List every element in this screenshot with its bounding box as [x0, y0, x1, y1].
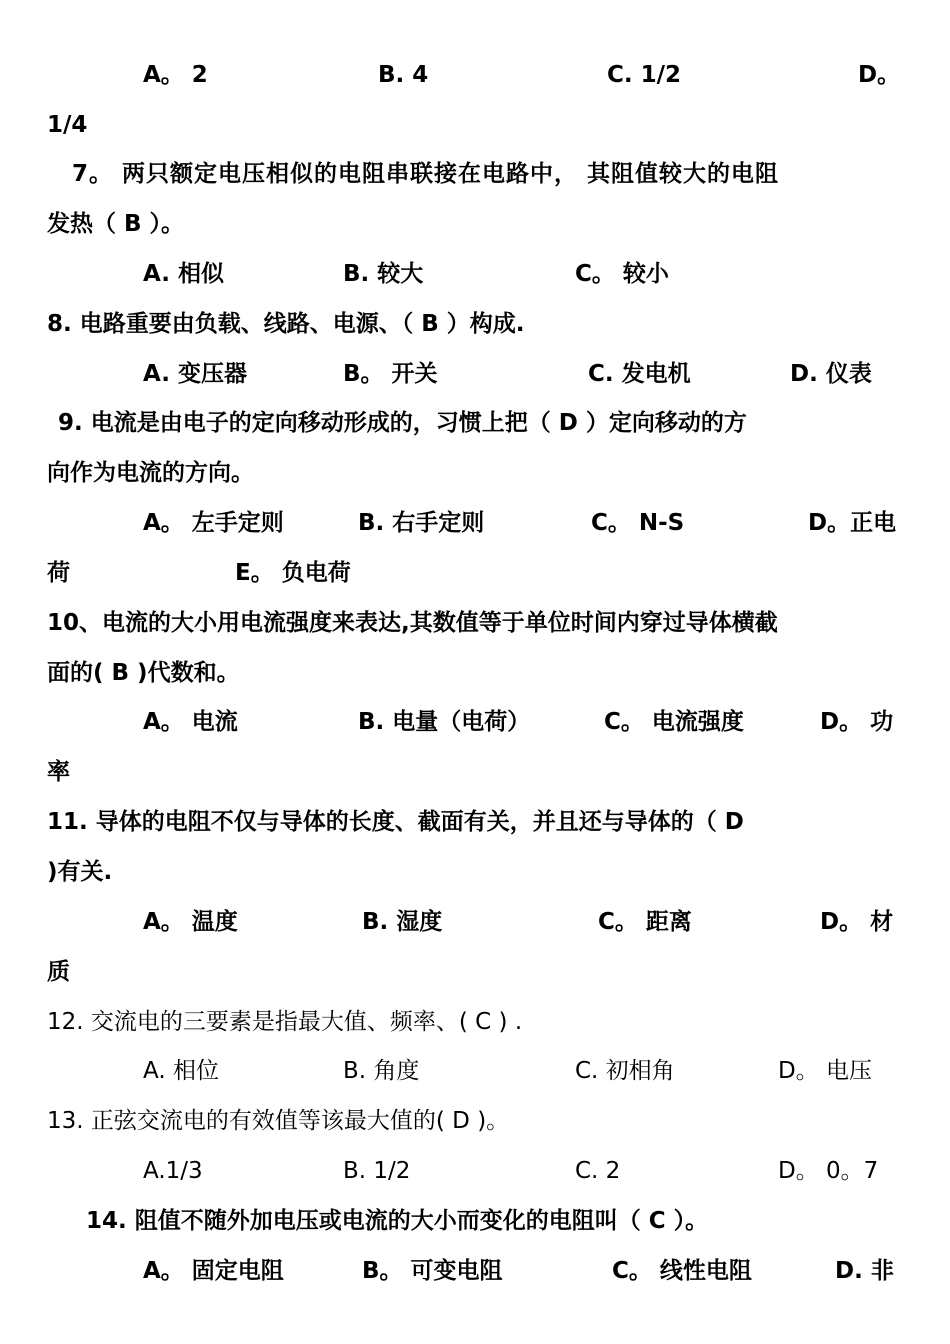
question-11-text-cont: )有关. — [47, 859, 113, 885]
option-a: A. 变压器 — [143, 361, 247, 387]
question-7-text: 7。 两只额定电压相似的电阻串联接在电路中， 其阻值较大的电阻 — [72, 161, 780, 187]
option-c: C。 电流强度 — [604, 709, 744, 735]
question-7-text-cont: 发热（ B ）。 — [47, 211, 185, 237]
question-8-text: 8. 电路重要由负载、线路、电源、（ B ）构成. — [47, 311, 525, 337]
option-c: C。 较小 — [575, 261, 669, 287]
option-d: D。 材 — [820, 909, 894, 935]
option-d: D。 — [858, 62, 901, 88]
option-a: A.1/3 — [143, 1158, 203, 1184]
option-c: C。 线性电阻 — [612, 1258, 752, 1284]
option-a: A。 固定电阻 — [143, 1258, 284, 1284]
option-a: A. 相位 — [143, 1058, 219, 1084]
option-d-continuation: 1/4 — [47, 112, 88, 138]
option-b: B. 较大 — [343, 261, 424, 287]
option-c: C. 1/2 — [607, 62, 682, 88]
option-c: C. 初相角 — [575, 1058, 675, 1084]
option-d: D. 非 — [835, 1258, 894, 1284]
question-10-text: 10、电流的大小用电流强度来表达,其数值等于单位时间内穿过导体横截 — [47, 610, 778, 636]
option-d-continuation: 质 — [47, 959, 70, 985]
option-b: B。 可变电阻 — [362, 1258, 503, 1284]
option-b: B. 角度 — [343, 1058, 420, 1084]
question-11-text: 11. 导体的电阻不仅与导体的长度、截面有关，并且还与导体的（ D — [47, 809, 744, 835]
option-d: D。 电压 — [778, 1058, 873, 1084]
question-9-text-cont: 向作为电流的方向。 — [47, 460, 254, 486]
question-14-text: 14. 阻值不随外加电压或电流的大小而变化的电阻叫（ C ）。 — [86, 1208, 709, 1234]
option-c: C. 发电机 — [588, 361, 691, 387]
option-c: C. 2 — [575, 1158, 621, 1184]
option-a: A. 相似 — [143, 261, 224, 287]
option-b: B. 湿度 — [362, 909, 443, 935]
option-a: A。 电流 — [143, 709, 238, 735]
question-9-text: 9. 电流是由电子的定向移动形成的，习惯上把（ D ）定向移动的方 — [58, 410, 747, 436]
option-b: B. 右手定则 — [358, 510, 485, 536]
option-b: B. 电量（电荷） — [358, 709, 531, 735]
option-d: D。 功 — [820, 709, 894, 735]
option-d: D. 仪表 — [790, 361, 872, 387]
option-d: D。 0。7 — [778, 1158, 879, 1184]
option-c: C。 N-S — [591, 510, 685, 536]
option-d-continuation: 率 — [47, 759, 70, 785]
option-e: E。 负电荷 — [235, 560, 351, 586]
option-b: B。 开关 — [343, 361, 438, 387]
question-13-text: 13. 正弦交流电的有效值等该最大值的( D )。 — [47, 1108, 510, 1134]
option-a: A。 温度 — [143, 909, 238, 935]
option-b: B. 4 — [378, 62, 429, 88]
option-d: D。正电 — [808, 510, 897, 536]
question-10-text-cont: 面的( B )代数和。 — [47, 660, 240, 686]
option-b: B. 1/2 — [343, 1158, 411, 1184]
option-d-continuation: 荷 — [47, 560, 70, 586]
question-12-text: 12. 交流电的三要素是指最大值、频率、( C ) . — [47, 1009, 523, 1035]
option-a: A。 左手定则 — [143, 510, 284, 536]
option-a: A。 2 — [143, 62, 208, 88]
option-c: C。 距离 — [598, 909, 692, 935]
